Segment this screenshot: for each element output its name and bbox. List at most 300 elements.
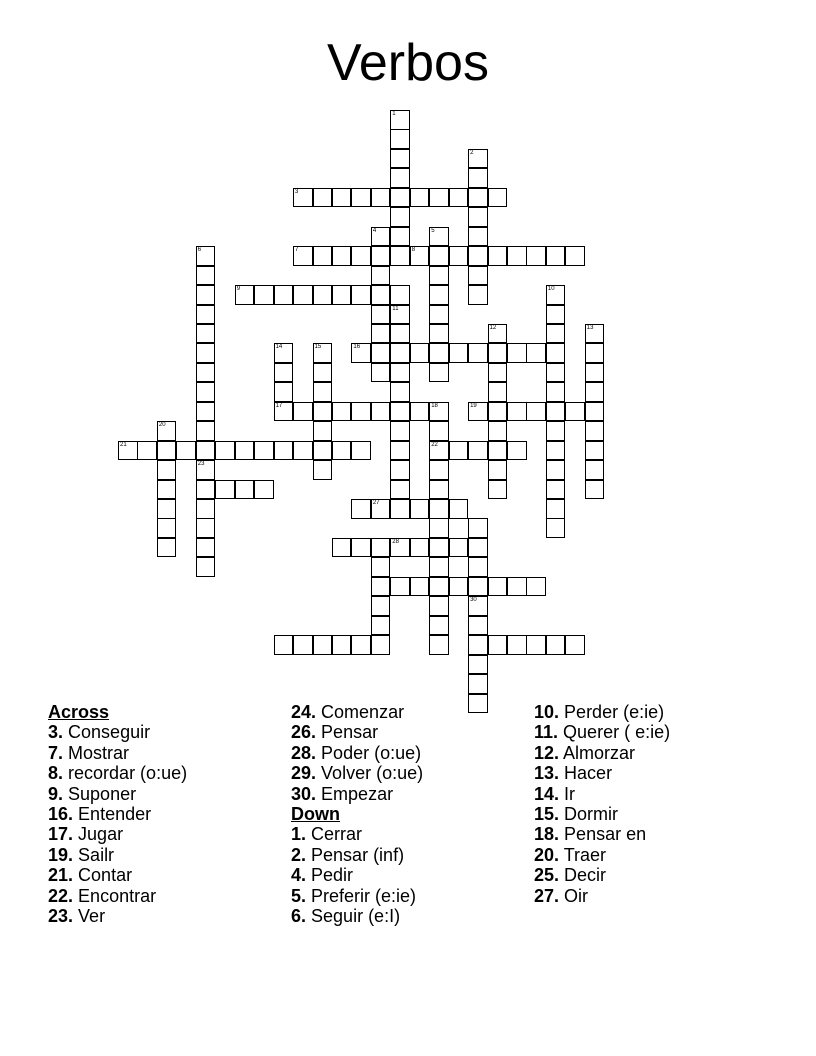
clue-number-label: 17 bbox=[275, 402, 283, 409]
grid-cell[interactable] bbox=[468, 674, 488, 694]
grid-cell[interactable] bbox=[585, 441, 605, 461]
grid-cell[interactable] bbox=[371, 305, 391, 325]
grid-cell[interactable] bbox=[313, 460, 333, 480]
grid-cell[interactable] bbox=[215, 480, 235, 500]
grid-cell[interactable] bbox=[507, 635, 527, 655]
grid-cell[interactable] bbox=[468, 577, 488, 597]
grid-cell[interactable] bbox=[196, 480, 216, 500]
grid-cell[interactable] bbox=[390, 402, 410, 422]
clue-number: 18. bbox=[534, 824, 560, 845]
puzzle-title: Verbos bbox=[327, 34, 489, 92]
grid-cell[interactable] bbox=[176, 441, 196, 461]
grid-cell[interactable] bbox=[371, 557, 391, 577]
grid-cell[interactable] bbox=[585, 382, 605, 402]
grid-cell[interactable] bbox=[507, 441, 527, 461]
grid-cell[interactable] bbox=[196, 460, 216, 480]
grid-cell[interactable] bbox=[488, 635, 508, 655]
grid-cell[interactable] bbox=[468, 343, 488, 363]
grid-cell[interactable] bbox=[351, 402, 371, 422]
clue-item bbox=[291, 845, 423, 865]
clue-item bbox=[534, 845, 670, 865]
clue-item bbox=[291, 906, 423, 926]
grid-cell[interactable] bbox=[332, 538, 352, 558]
clues-column-2 bbox=[291, 702, 423, 926]
grid-cell[interactable] bbox=[196, 363, 216, 383]
clue-item bbox=[48, 845, 187, 865]
grid-cell[interactable] bbox=[429, 499, 449, 519]
grid-cell[interactable] bbox=[546, 480, 566, 500]
grid-cell[interactable] bbox=[371, 577, 391, 597]
grid-cell[interactable] bbox=[429, 635, 449, 655]
grid-cell[interactable] bbox=[371, 616, 391, 636]
grid-cell[interactable] bbox=[468, 168, 488, 188]
grid-cell[interactable] bbox=[429, 227, 449, 247]
grid-cell[interactable] bbox=[468, 441, 488, 461]
grid-cell[interactable] bbox=[196, 441, 216, 461]
grid-cell[interactable] bbox=[235, 285, 255, 305]
grid-cell[interactable] bbox=[351, 246, 371, 266]
grid-cell[interactable] bbox=[371, 363, 391, 383]
grid-cell[interactable] bbox=[254, 480, 274, 500]
clue-number-label: 21 bbox=[120, 441, 127, 448]
grid-cell[interactable] bbox=[546, 635, 566, 655]
grid-cell[interactable] bbox=[157, 441, 177, 461]
grid-cell[interactable] bbox=[196, 538, 216, 558]
grid-cell[interactable] bbox=[526, 246, 546, 266]
clue-item bbox=[534, 804, 670, 824]
grid-cell[interactable] bbox=[507, 402, 527, 422]
clue-text: recordar (o:ue) bbox=[68, 763, 188, 784]
grid-cell[interactable] bbox=[390, 110, 410, 130]
clue-text: Querer ( e:ie) bbox=[563, 722, 671, 743]
clue-number-label: 19 bbox=[470, 402, 477, 409]
grid-cell[interactable] bbox=[488, 402, 508, 422]
grid-cell[interactable] bbox=[468, 285, 488, 305]
grid-cell[interactable] bbox=[390, 538, 410, 558]
grid-cell[interactable] bbox=[488, 324, 508, 344]
grid-cell[interactable] bbox=[351, 343, 371, 363]
grid-cell[interactable] bbox=[371, 246, 391, 266]
grid-cell[interactable] bbox=[488, 441, 508, 461]
grid-cell[interactable] bbox=[449, 499, 469, 519]
grid-cell[interactable] bbox=[429, 518, 449, 538]
clue-item bbox=[291, 763, 423, 783]
grid-cell[interactable] bbox=[390, 188, 410, 208]
grid-cell[interactable] bbox=[196, 343, 216, 363]
grid-cell[interactable] bbox=[429, 246, 449, 266]
grid-cell[interactable] bbox=[546, 246, 566, 266]
grid-cell[interactable] bbox=[429, 305, 449, 325]
grid-cell[interactable] bbox=[390, 305, 410, 325]
grid-cell[interactable] bbox=[390, 460, 410, 480]
clue-item bbox=[534, 702, 670, 722]
grid-cell[interactable] bbox=[274, 363, 294, 383]
clue-number-label: 9 bbox=[236, 286, 241, 293]
grid-cell[interactable] bbox=[313, 421, 333, 441]
grid-cell[interactable] bbox=[332, 188, 352, 208]
grid-cell[interactable] bbox=[488, 343, 508, 363]
grid-cell[interactable] bbox=[274, 343, 294, 363]
clue-item bbox=[534, 886, 670, 906]
clue-number-label: 22 bbox=[431, 441, 438, 448]
grid-cell[interactable] bbox=[468, 207, 488, 227]
grid-cell[interactable] bbox=[585, 343, 605, 363]
grid-cell[interactable] bbox=[332, 441, 352, 461]
grid-cell[interactable] bbox=[468, 518, 488, 538]
grid-cell[interactable] bbox=[429, 441, 449, 461]
grid-cell[interactable] bbox=[468, 246, 488, 266]
grid-cell[interactable] bbox=[390, 324, 410, 344]
clue-number: 23. bbox=[48, 906, 74, 927]
grid-cell[interactable] bbox=[371, 324, 391, 344]
grid-cell[interactable] bbox=[157, 518, 177, 538]
grid-cell[interactable] bbox=[390, 207, 410, 227]
clue-item bbox=[291, 743, 423, 763]
grid-cell[interactable] bbox=[429, 538, 449, 558]
clue-number-label: 1 bbox=[392, 111, 396, 117]
grid-cell[interactable] bbox=[332, 635, 352, 655]
grid-cell[interactable] bbox=[371, 635, 391, 655]
grid-cell[interactable] bbox=[196, 518, 216, 538]
grid-cell[interactable] bbox=[371, 266, 391, 286]
grid-cell[interactable] bbox=[390, 577, 410, 597]
clue-text: Pensar (inf) bbox=[311, 844, 405, 865]
grid-cell[interactable] bbox=[274, 285, 294, 305]
clue-number-label: 4 bbox=[372, 227, 377, 234]
grid-cell[interactable] bbox=[293, 402, 313, 422]
clue-number-label: 20 bbox=[158, 422, 166, 429]
grid-cell[interactable] bbox=[274, 382, 294, 402]
grid-cell[interactable] bbox=[196, 402, 216, 422]
grid-cell[interactable] bbox=[313, 188, 333, 208]
grid-cell[interactable] bbox=[390, 129, 410, 149]
clue-number: 16. bbox=[48, 804, 74, 825]
clue-number-label: 12 bbox=[489, 324, 497, 331]
clue-number: 27. bbox=[534, 885, 560, 906]
grid-cell[interactable] bbox=[390, 227, 410, 247]
grid-cell[interactable] bbox=[488, 421, 508, 441]
grid-cell[interactable] bbox=[488, 382, 508, 402]
clue-number: 15. bbox=[534, 804, 560, 825]
grid-cell[interactable] bbox=[410, 188, 430, 208]
grid-cell[interactable] bbox=[546, 441, 566, 461]
grid-cell[interactable] bbox=[468, 227, 488, 247]
grid-cell[interactable] bbox=[429, 557, 449, 577]
grid-cell[interactable] bbox=[468, 188, 488, 208]
clue-text: Volver (o:ue) bbox=[321, 763, 424, 784]
grid-cell[interactable] bbox=[429, 324, 449, 344]
clue-number: 25. bbox=[534, 865, 560, 886]
grid-cell[interactable] bbox=[546, 518, 566, 538]
grid-cell[interactable] bbox=[313, 635, 333, 655]
clue-text: Hacer bbox=[564, 763, 613, 784]
clue-number: 20. bbox=[534, 844, 560, 865]
grid-cell[interactable] bbox=[215, 441, 235, 461]
grid-cell[interactable] bbox=[410, 402, 430, 422]
clue-item bbox=[48, 824, 187, 844]
grid-cell[interactable] bbox=[546, 460, 566, 480]
clue-number: 11. bbox=[534, 722, 559, 743]
grid-cell[interactable] bbox=[526, 343, 546, 363]
grid-cell[interactable] bbox=[546, 363, 566, 383]
grid-cell[interactable] bbox=[313, 285, 333, 305]
grid-cell[interactable] bbox=[390, 363, 410, 383]
clue-item bbox=[48, 886, 187, 906]
grid-cell[interactable] bbox=[488, 188, 508, 208]
grid-cell[interactable] bbox=[371, 343, 391, 363]
grid-cell[interactable] bbox=[332, 285, 352, 305]
grid-cell[interactable] bbox=[468, 694, 488, 714]
clue-number: 30. bbox=[291, 783, 317, 804]
clue-section-heading: Across bbox=[48, 702, 110, 722]
grid-cell[interactable] bbox=[274, 635, 294, 655]
grid-cell[interactable] bbox=[390, 285, 410, 305]
grid-cell[interactable] bbox=[468, 266, 488, 286]
clue-item bbox=[534, 784, 670, 804]
clue-number-label: 11 bbox=[392, 305, 399, 312]
grid-cell[interactable] bbox=[488, 577, 508, 597]
grid-cell[interactable] bbox=[313, 441, 333, 461]
clue-item bbox=[291, 784, 423, 804]
grid-cell[interactable] bbox=[157, 538, 177, 558]
grid-cell[interactable] bbox=[157, 460, 177, 480]
clue-number-label: 18 bbox=[431, 402, 438, 409]
grid-cell[interactable] bbox=[390, 480, 410, 500]
grid-cell[interactable] bbox=[468, 655, 488, 675]
clue-number: 7. bbox=[48, 742, 64, 763]
clue-number: 8. bbox=[48, 763, 64, 784]
grid-cell[interactable] bbox=[157, 499, 177, 519]
grid-cell[interactable] bbox=[429, 285, 449, 305]
grid-cell[interactable] bbox=[390, 441, 410, 461]
grid-cell[interactable] bbox=[585, 363, 605, 383]
grid-cell[interactable] bbox=[293, 188, 313, 208]
grid-cell[interactable] bbox=[468, 538, 488, 558]
grid-cell[interactable] bbox=[410, 499, 430, 519]
grid-cell[interactable] bbox=[429, 577, 449, 597]
clue-number-label: 3 bbox=[295, 188, 299, 195]
clue-number: 21. bbox=[48, 865, 74, 886]
grid-cell[interactable] bbox=[429, 460, 449, 480]
clue-text: Mostrar bbox=[68, 742, 130, 763]
grid-cell[interactable] bbox=[585, 324, 605, 344]
grid-cell[interactable] bbox=[429, 363, 449, 383]
clue-text: Pensar bbox=[321, 722, 379, 743]
grid-cell[interactable] bbox=[235, 480, 255, 500]
grid-cell[interactable] bbox=[390, 168, 410, 188]
grid-cell[interactable] bbox=[546, 305, 566, 325]
grid-cell[interactable] bbox=[429, 616, 449, 636]
grid-cell[interactable] bbox=[468, 616, 488, 636]
grid-cell[interactable] bbox=[390, 499, 410, 519]
grid-cell[interactable] bbox=[313, 402, 333, 422]
grid-cell[interactable] bbox=[565, 402, 585, 422]
grid-cell[interactable] bbox=[196, 285, 216, 305]
clue-number: 1. bbox=[291, 824, 307, 845]
grid-cell[interactable] bbox=[351, 441, 371, 461]
grid-cell[interactable] bbox=[468, 557, 488, 577]
grid-cell[interactable] bbox=[429, 266, 449, 286]
grid-cell[interactable] bbox=[585, 460, 605, 480]
clue-item bbox=[291, 722, 423, 742]
grid-cell[interactable] bbox=[293, 285, 313, 305]
clue-text: Contar bbox=[78, 865, 133, 886]
grid-cell[interactable] bbox=[429, 343, 449, 363]
clue-text: Ir bbox=[564, 783, 576, 804]
grid-cell[interactable] bbox=[313, 343, 333, 363]
grid-cell[interactable] bbox=[410, 577, 430, 597]
grid-cell[interactable] bbox=[585, 480, 605, 500]
grid-cell[interactable] bbox=[390, 149, 410, 169]
grid-cell[interactable] bbox=[351, 188, 371, 208]
grid-cell[interactable] bbox=[546, 324, 566, 344]
grid-cell[interactable] bbox=[293, 635, 313, 655]
grid-cell[interactable] bbox=[546, 285, 566, 305]
clue-text: Empezar bbox=[321, 783, 394, 804]
grid-cell[interactable] bbox=[488, 460, 508, 480]
clue-number-label: 15 bbox=[314, 344, 322, 351]
grid-cell[interactable] bbox=[429, 596, 449, 616]
grid-cell[interactable] bbox=[390, 343, 410, 363]
clue-text: Sailr bbox=[78, 844, 115, 865]
grid-cell[interactable] bbox=[468, 402, 488, 422]
grid-cell[interactable] bbox=[429, 188, 449, 208]
grid-cell[interactable] bbox=[254, 441, 274, 461]
grid-cell[interactable] bbox=[449, 538, 469, 558]
grid-cell[interactable] bbox=[351, 538, 371, 558]
grid-cell[interactable] bbox=[585, 402, 605, 422]
grid-cell[interactable] bbox=[293, 441, 313, 461]
grid-cell[interactable] bbox=[157, 480, 177, 500]
grid-cell[interactable] bbox=[196, 421, 216, 441]
grid-cell[interactable] bbox=[118, 441, 138, 461]
grid-cell[interactable] bbox=[371, 596, 391, 616]
grid-cell[interactable] bbox=[196, 499, 216, 519]
clue-text: Suponer bbox=[68, 783, 137, 804]
grid-cell[interactable] bbox=[449, 188, 469, 208]
grid-cell[interactable] bbox=[449, 343, 469, 363]
clue-text: Preferir (e:ie) bbox=[311, 885, 417, 906]
grid-cell[interactable] bbox=[410, 343, 430, 363]
grid-cell[interactable] bbox=[332, 402, 352, 422]
grid-cell[interactable] bbox=[410, 246, 430, 266]
grid-cell[interactable] bbox=[546, 499, 566, 519]
grid-cell[interactable] bbox=[410, 538, 430, 558]
grid-cell[interactable] bbox=[429, 421, 449, 441]
clue-number-label: 23 bbox=[197, 461, 205, 468]
grid-cell[interactable] bbox=[546, 382, 566, 402]
grid-cell[interactable] bbox=[449, 577, 469, 597]
grid-cell[interactable] bbox=[371, 188, 391, 208]
clue-item bbox=[534, 865, 670, 885]
grid-cell[interactable] bbox=[565, 246, 585, 266]
grid-cell[interactable] bbox=[565, 635, 585, 655]
grid-cell[interactable] bbox=[488, 246, 508, 266]
grid-cell[interactable] bbox=[235, 441, 255, 461]
grid-cell[interactable] bbox=[488, 480, 508, 500]
grid-cell[interactable] bbox=[196, 382, 216, 402]
grid-cell[interactable] bbox=[546, 343, 566, 363]
grid-cell[interactable] bbox=[274, 441, 294, 461]
clue-item bbox=[291, 702, 423, 722]
grid-cell[interactable] bbox=[313, 363, 333, 383]
grid-cell[interactable] bbox=[371, 227, 391, 247]
grid-cell[interactable] bbox=[390, 421, 410, 441]
clue-number: 29. bbox=[291, 763, 317, 784]
clue-number: 28. bbox=[291, 742, 317, 763]
grid-cell[interactable] bbox=[351, 499, 371, 519]
clue-text: Traer bbox=[563, 844, 607, 865]
grid-cell[interactable] bbox=[468, 596, 488, 616]
clue-text: Poder (o:ue) bbox=[321, 742, 422, 763]
grid-cell[interactable] bbox=[526, 402, 546, 422]
clue-text: Dormir bbox=[564, 804, 619, 825]
grid-cell[interactable] bbox=[546, 402, 566, 422]
grid-cell[interactable] bbox=[137, 441, 157, 461]
grid-cell[interactable] bbox=[371, 499, 391, 519]
grid-cell[interactable] bbox=[196, 266, 216, 286]
grid-cell[interactable] bbox=[196, 324, 216, 344]
grid-cell[interactable] bbox=[313, 246, 333, 266]
grid-cell[interactable] bbox=[585, 421, 605, 441]
clues-column-3 bbox=[534, 702, 670, 906]
grid-cell[interactable] bbox=[351, 635, 371, 655]
clue-text: Comenzar bbox=[321, 702, 405, 722]
clue-item bbox=[48, 763, 187, 783]
clue-text: Encontrar bbox=[78, 885, 157, 906]
grid-cell[interactable] bbox=[390, 246, 410, 266]
grid-cell[interactable] bbox=[526, 577, 546, 597]
grid-cell[interactable] bbox=[468, 635, 488, 655]
clue-number: 10. bbox=[534, 702, 560, 722]
grid-cell[interactable] bbox=[157, 421, 177, 441]
grid-cell[interactable] bbox=[429, 402, 449, 422]
grid-cell[interactable] bbox=[468, 149, 488, 169]
grid-cell[interactable] bbox=[332, 246, 352, 266]
grid-cell[interactable] bbox=[371, 285, 391, 305]
grid-cell[interactable] bbox=[526, 635, 546, 655]
grid-cell[interactable] bbox=[449, 441, 469, 461]
clue-text: Ver bbox=[78, 906, 106, 927]
grid-cell[interactable] bbox=[507, 343, 527, 363]
grid-cell[interactable] bbox=[429, 480, 449, 500]
grid-cell[interactable] bbox=[196, 246, 216, 266]
grid-cell[interactable] bbox=[351, 285, 371, 305]
grid-cell[interactable] bbox=[371, 538, 391, 558]
clue-number: 24. bbox=[291, 702, 317, 722]
grid-cell[interactable] bbox=[488, 363, 508, 383]
grid-cell[interactable] bbox=[274, 402, 294, 422]
grid-cell[interactable] bbox=[390, 382, 410, 402]
clue-text: Seguir (e:I) bbox=[311, 906, 401, 927]
clue-number: 9. bbox=[48, 783, 64, 804]
grid-cell[interactable] bbox=[371, 402, 391, 422]
clue-item bbox=[291, 824, 423, 844]
clue-item bbox=[534, 722, 670, 742]
clue-number-label: 27 bbox=[372, 500, 380, 506]
grid-cell[interactable] bbox=[546, 421, 566, 441]
grid-cell[interactable] bbox=[254, 285, 274, 305]
clues-column-1 bbox=[48, 702, 187, 926]
grid-cell[interactable] bbox=[507, 246, 527, 266]
grid-cell[interactable] bbox=[313, 382, 333, 402]
grid-cell[interactable] bbox=[293, 246, 313, 266]
grid-cell[interactable] bbox=[196, 557, 216, 577]
grid-cell[interactable] bbox=[507, 577, 527, 597]
grid-cell[interactable] bbox=[449, 246, 469, 266]
grid-cell[interactable] bbox=[196, 305, 216, 325]
clue-item bbox=[534, 763, 670, 783]
